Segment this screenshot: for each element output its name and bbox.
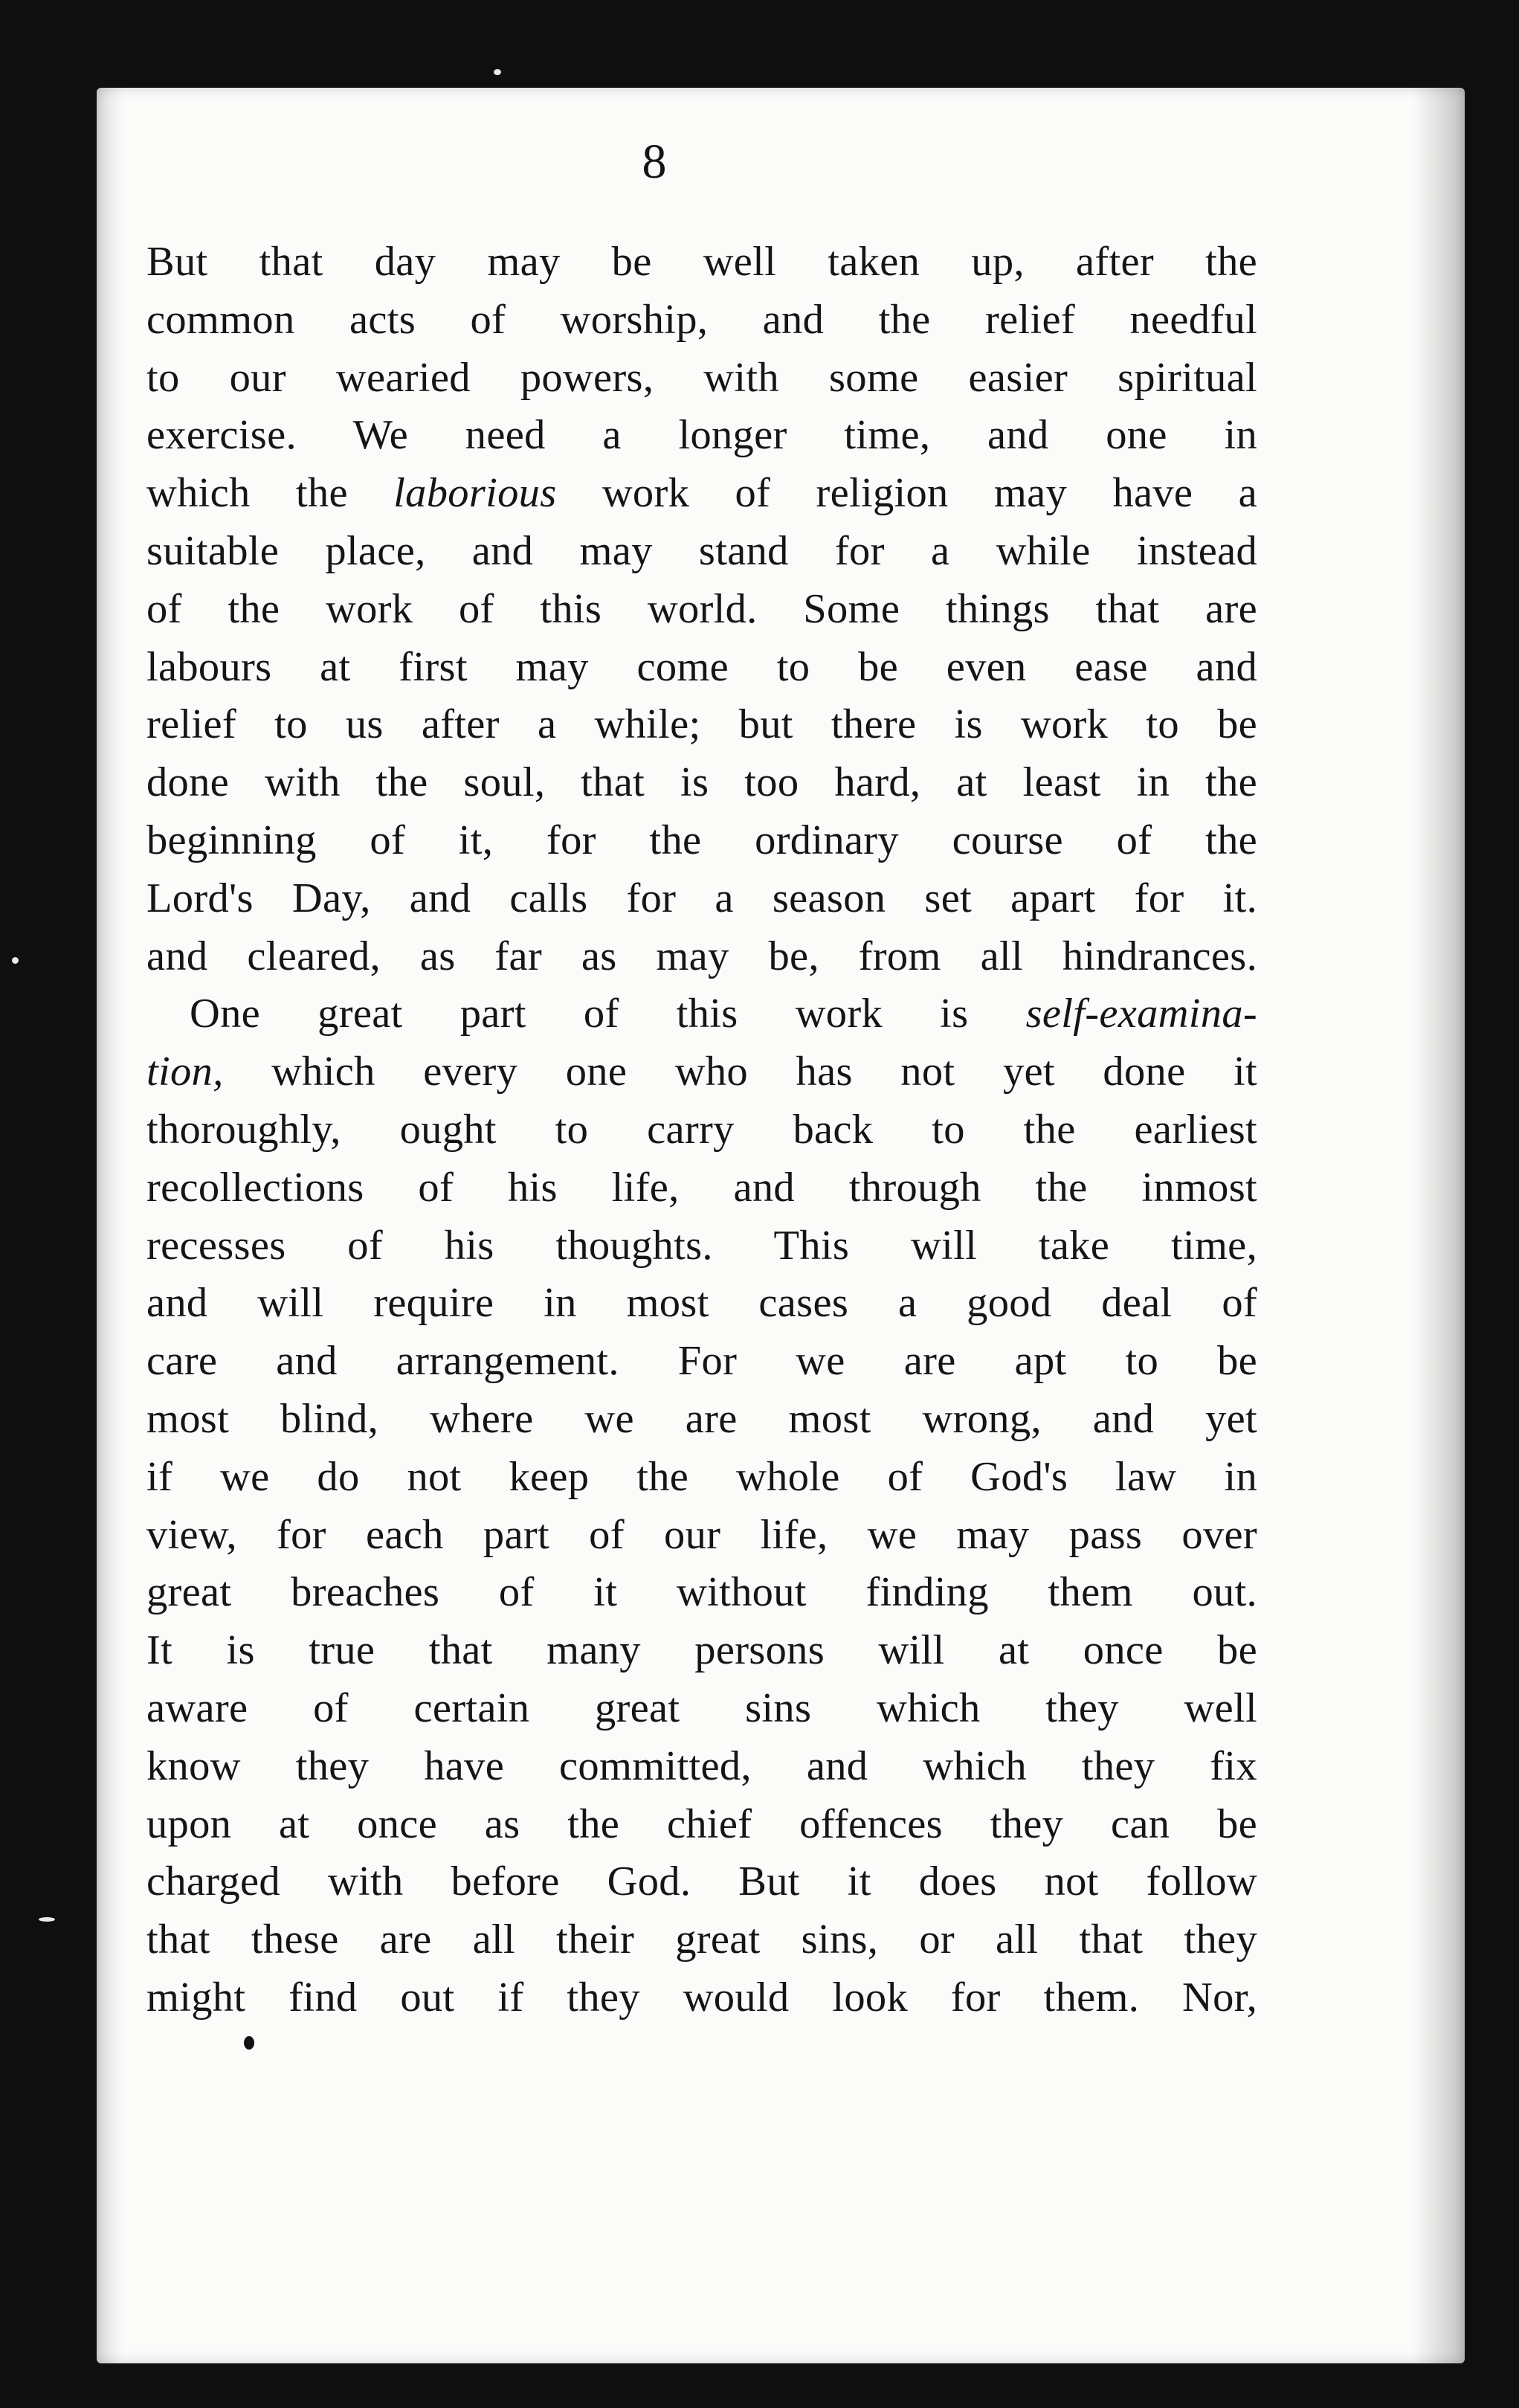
text-line bbox=[146, 1796, 1257, 1854]
text-line bbox=[146, 1333, 1257, 1391]
text-line bbox=[146, 639, 1257, 697]
text-segment: recollections of his life, and through the inmost bbox=[146, 1164, 1257, 1211]
text-segment: and cleared, as far as may be, from all hindrances. bbox=[146, 933, 1257, 979]
page-edge-left bbox=[97, 88, 123, 2363]
text-line bbox=[146, 1507, 1257, 1565]
text-segment: most blind, where we are most wrong, and yet bbox=[146, 1395, 1257, 1442]
text-line bbox=[146, 1853, 1257, 1911]
text-segment: view, for each part of our life, we may pass over bbox=[146, 1511, 1257, 1558]
page-gutter-shadow bbox=[1413, 88, 1465, 2363]
text-line bbox=[146, 1564, 1257, 1622]
text-segment: labours at first may come to be even ease and bbox=[146, 643, 1257, 690]
text-segment: to our wearied powers, with some easier spiritual bbox=[146, 354, 1257, 401]
text-segment: One great part of this work is bbox=[190, 991, 1026, 1037]
paragraph bbox=[146, 234, 1257, 985]
text-line bbox=[146, 407, 1257, 465]
text-line bbox=[146, 465, 1257, 523]
text-line bbox=[146, 1043, 1257, 1101]
text-segment: which the bbox=[146, 470, 394, 517]
text-line bbox=[146, 523, 1257, 581]
text-segment: and will require in most cases a good deal of bbox=[146, 1280, 1257, 1327]
italic-text: tion, bbox=[146, 1049, 224, 1095]
text-segment: great breaches of it without finding them out. bbox=[146, 1569, 1257, 1616]
text-line bbox=[146, 1391, 1257, 1449]
text-line bbox=[146, 292, 1257, 350]
text-line bbox=[146, 812, 1257, 870]
text-segment: might find out if they would look for them. Nor, bbox=[146, 1974, 1257, 2021]
paragraph bbox=[146, 985, 1257, 2026]
text-line bbox=[146, 1159, 1257, 1217]
text-line bbox=[146, 928, 1257, 986]
text-line bbox=[146, 234, 1257, 292]
text-segment: if we do not keep the whole of God's law in bbox=[146, 1453, 1257, 1500]
body-text bbox=[146, 234, 1257, 2027]
ink-mark bbox=[244, 2036, 254, 2050]
scan-speck bbox=[12, 957, 19, 964]
text-line bbox=[146, 350, 1257, 408]
text-line bbox=[146, 1911, 1257, 1969]
text-line bbox=[146, 1969, 1257, 2027]
text-line bbox=[146, 1449, 1257, 1507]
text-segment: recesses of his thoughts. This will take time, bbox=[146, 1222, 1257, 1269]
text-line bbox=[146, 985, 1257, 1043]
text-line bbox=[146, 870, 1257, 928]
text-segment: But that day may be well taken up, after the bbox=[146, 239, 1257, 285]
text-line bbox=[146, 754, 1257, 812]
text-segment: upon at once as the chief offences they can be bbox=[146, 1800, 1257, 1847]
text-segment: thoroughly, ought to carry back to the earliest bbox=[146, 1106, 1257, 1153]
text-line bbox=[146, 1738, 1257, 1796]
text-segment: suitable place, and may stand for a while instead bbox=[146, 527, 1257, 574]
text-segment: aware of certain great sins which they well bbox=[146, 1684, 1257, 1731]
text-line bbox=[146, 696, 1257, 754]
italic-text: laborious bbox=[393, 470, 557, 517]
text-segment: beginning of it, for the ordinary course of the bbox=[146, 817, 1257, 863]
text-segment: care and arrangement. For we are apt to be bbox=[146, 1338, 1257, 1385]
scan-speck bbox=[39, 1917, 55, 1922]
italic-text: self-examina- bbox=[1025, 991, 1257, 1037]
text-segment: which every one who has not yet done it bbox=[223, 1049, 1257, 1095]
text-segment: know they have committed, and which they fix bbox=[146, 1742, 1257, 1789]
text-line bbox=[146, 1101, 1257, 1159]
text-line bbox=[146, 1217, 1257, 1275]
page-number: 8 bbox=[642, 135, 667, 189]
text-line bbox=[146, 1680, 1257, 1738]
scan-speck bbox=[494, 69, 501, 75]
text-segment: done with the soul, that is too hard, at least in the bbox=[146, 759, 1257, 806]
text-segment: Lord's Day, and calls for a season set apart for it. bbox=[146, 875, 1257, 921]
text-segment: exercise. We need a longer time, and one in bbox=[146, 412, 1257, 459]
text-segment: charged with before God. But it does not follow bbox=[146, 1858, 1257, 1905]
text-line bbox=[146, 581, 1257, 639]
text-line bbox=[146, 1622, 1257, 1680]
text-segment: of the work of this world. Some things that are bbox=[146, 585, 1257, 632]
text-line bbox=[146, 1275, 1257, 1333]
text-segment: that these are all their great sins, or all that they bbox=[146, 1916, 1257, 1963]
text-segment: common acts of worship, and the relief needful bbox=[146, 296, 1257, 343]
text-segment: work of religion may have a bbox=[556, 470, 1257, 517]
text-segment: It is true that many persons will at once be bbox=[146, 1627, 1257, 1674]
text-segment: relief to us after a while; but there is work to be bbox=[146, 701, 1257, 748]
